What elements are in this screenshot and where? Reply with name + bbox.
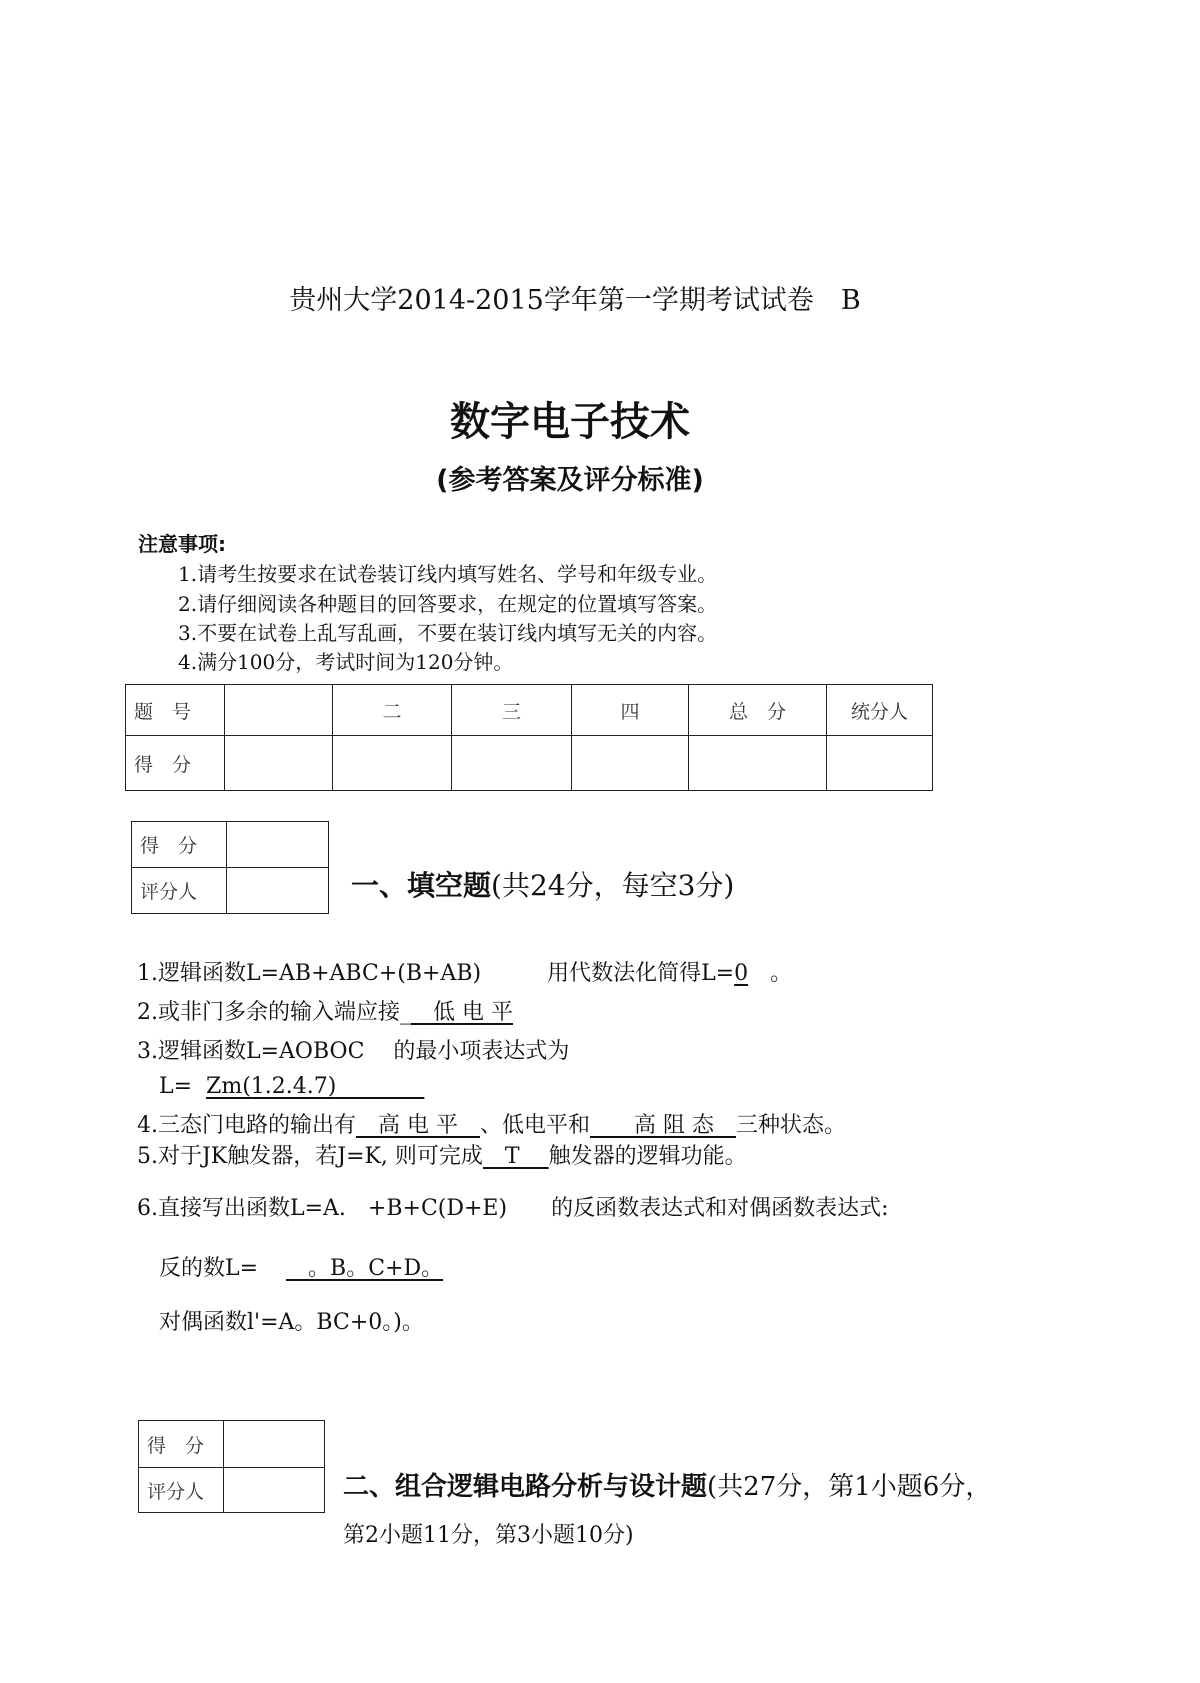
q4-answer-1: 高 电 平 [356, 1113, 480, 1138]
q4-mid: 、低电平和 [480, 1113, 591, 1138]
q4-text: 4.三态门电路的输出有 [137, 1113, 356, 1138]
question-4 [137, 1113, 846, 1139]
score-cell[interactable] [827, 736, 933, 791]
q5-answer: T [482, 1144, 549, 1169]
score-table [125, 684, 933, 791]
header-question-number: 题 号 [126, 685, 225, 736]
section2-score-box [138, 1420, 325, 1513]
section1-title: 一、填空题 [351, 869, 492, 902]
question-6-inverse [159, 1256, 443, 1282]
q2-answer: 低 电 平 [411, 1000, 513, 1025]
section2-note-line2: 第2小题11分，第3小题10分) [343, 1523, 634, 1548]
note-item: 2.请仔细阅读各种题目的回答要求，在规定的位置填写答案。 [178, 592, 718, 616]
q4-answer-2: 高 阻 态 [590, 1113, 737, 1138]
q1-text: 1.逻辑函数L=AB+ABC+(B+AB) 用代数法化简得L= [137, 961, 735, 986]
question-3: 3.逻辑函数L=AOBOC 的最小项表达式为 [137, 1039, 570, 1064]
q5-end: 触发器的逻辑功能。 [548, 1144, 747, 1169]
note-item: 4.满分100分，考试时间为120分钟。 [178, 650, 514, 674]
header-col-4: 四 [572, 685, 689, 736]
note-item: 1.请考生按要求在试卷装订线内填写姓名、学号和年级专业。 [178, 562, 718, 586]
q1-end: 。 [748, 961, 793, 986]
course-title: 数字电子技术 [450, 399, 690, 445]
q6-inverse-label: 反的数L= [159, 1256, 259, 1281]
q4-end: 三种状态。 [736, 1113, 847, 1138]
section2-title: 二、组合逻辑电路分析与设计题 [343, 1472, 708, 1502]
section2-note: (共27分，第1小题6分， [707, 1472, 992, 1502]
section1-heading [351, 864, 734, 904]
question-6: 6.直接写出函数L=A. +B+C(D+E) 的反函数表达式和对偶函数表达式: [137, 1196, 889, 1221]
score-label: 得 分 [132, 822, 227, 868]
score-cell[interactable] [452, 736, 572, 791]
subtitle: (参考答案及评分标准) [436, 465, 704, 496]
score-cell[interactable] [227, 822, 329, 868]
header-total: 总 分 [689, 685, 827, 736]
question-1 [137, 961, 792, 987]
header-col-3: 三 [452, 685, 572, 736]
row-label-score: 得 分 [126, 736, 225, 791]
q6-inverse-answer: 。B。C+D。 [286, 1256, 444, 1281]
score-label: 得 分 [139, 1421, 224, 1468]
grader-cell[interactable] [227, 868, 329, 914]
grader-label: 评分人 [139, 1468, 224, 1513]
grader-label: 评分人 [132, 868, 227, 914]
q3-prefix: L= [159, 1074, 193, 1099]
q5-text: 5.对于JK触发器，若J=K, 则可完成 [137, 1144, 483, 1169]
score-cell[interactable] [689, 736, 827, 791]
section1-note: (共24分，每空3分) [491, 869, 735, 902]
grader-cell[interactable] [224, 1468, 325, 1513]
exam-title: 贵州大学2014-2015学年第一学期考试试卷 B [289, 285, 861, 316]
note-item: 3.不要在试卷上乱写乱画，不要在装订线内填写无关的内容。 [178, 621, 718, 645]
score-cell[interactable] [225, 736, 333, 791]
header-scorer: 统分人 [827, 685, 933, 736]
question-2 [137, 1000, 513, 1026]
notes-heading: 注意事项: [138, 532, 226, 556]
section2-heading [343, 1466, 991, 1503]
header-col-1 [225, 685, 333, 736]
header-col-2: 二 [333, 685, 452, 736]
score-cell[interactable] [224, 1421, 325, 1468]
q3-answer: Zm(1.2.4.7) [206, 1074, 425, 1099]
score-cell[interactable] [333, 736, 452, 791]
question-5 [137, 1144, 747, 1170]
section1-score-box [131, 821, 329, 914]
question-3-answer [159, 1074, 424, 1100]
q1-answer: 0 [734, 961, 749, 986]
score-cell[interactable] [572, 736, 689, 791]
question-6-dual: 对偶函数l'=A。BC+0。)。 [159, 1310, 424, 1335]
q2-text: 2.或非门多余的输入端应接_ [137, 1000, 411, 1025]
